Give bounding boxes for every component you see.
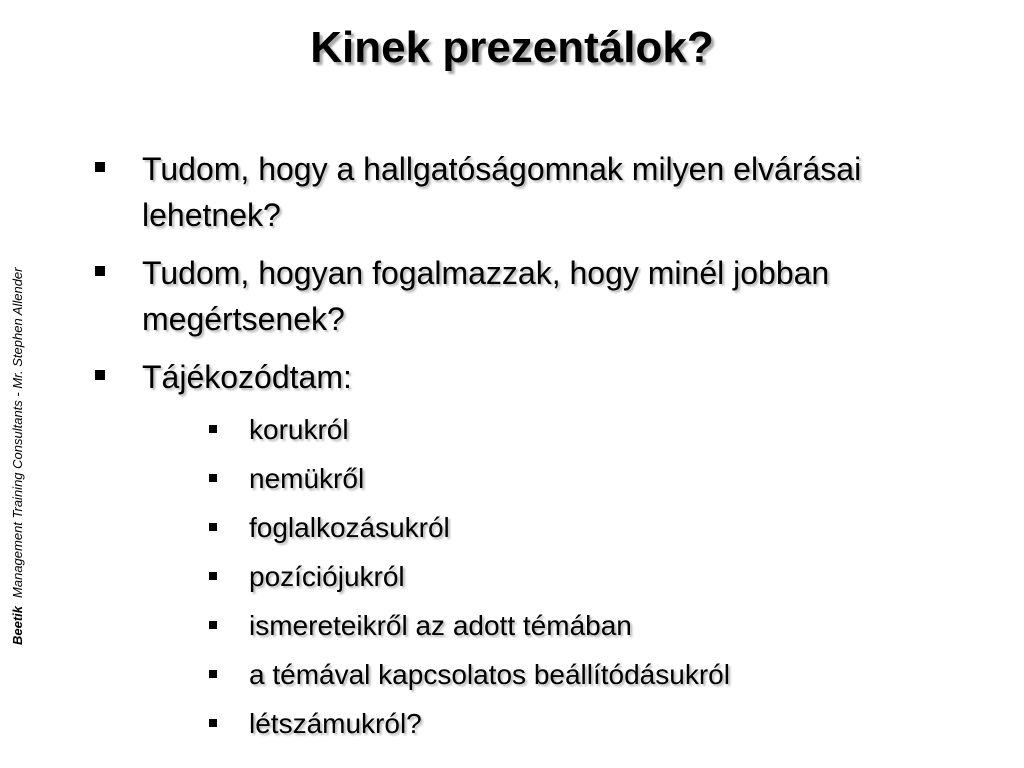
list-item-text: Tudom, hogy a hallgatóságomnak milyen elvárásai lehetnek? [142,151,862,233]
sub-list-item-text: korukról [249,414,349,445]
square-bullet-icon [95,370,105,380]
sidebar-text: Management Training Consultants - Mr. Stephen Allender [10,267,25,598]
sub-list-item-text: pozíciójukról [249,561,405,592]
square-bullet-icon [209,523,217,531]
sub-list-item-text: foglalkozásukról [249,512,450,543]
sidebar-credit [8,268,28,646]
sub-list-item [249,410,949,450]
square-bullet-icon [209,621,217,629]
square-bullet-icon [209,474,217,482]
sub-list-item-text: a témával kapcsolatos beállítódásukról [249,659,730,690]
sub-list-item-text: nemükről [249,463,365,494]
square-bullet-icon [95,266,105,276]
list-item-text: Tudom, hogyan fogalmazzak, hogy minél jobban megértsenek? [142,255,830,337]
sub-list-item-text: létszámukról? [249,708,422,739]
sidebar-brand: Beetik [10,605,25,645]
list-item [142,146,902,238]
sub-list-item [249,704,949,744]
square-bullet-icon [209,719,217,727]
sub-list-item [249,655,949,695]
list-item-text: Tájékozódtam: [142,359,352,395]
square-bullet-icon [209,572,217,580]
square-bullet-icon [209,425,217,433]
sub-list-item-text: ismereteikről az adott témában [249,610,632,641]
list-item [142,354,902,400]
slide-title: Kinek prezentálok? [310,23,714,72]
sub-list-item [249,508,949,548]
sub-list-item [249,606,949,646]
sub-list-item [249,557,949,597]
list-item [142,250,902,342]
square-bullet-icon [95,162,105,172]
sub-list-item [249,459,949,499]
square-bullet-icon [209,670,217,678]
